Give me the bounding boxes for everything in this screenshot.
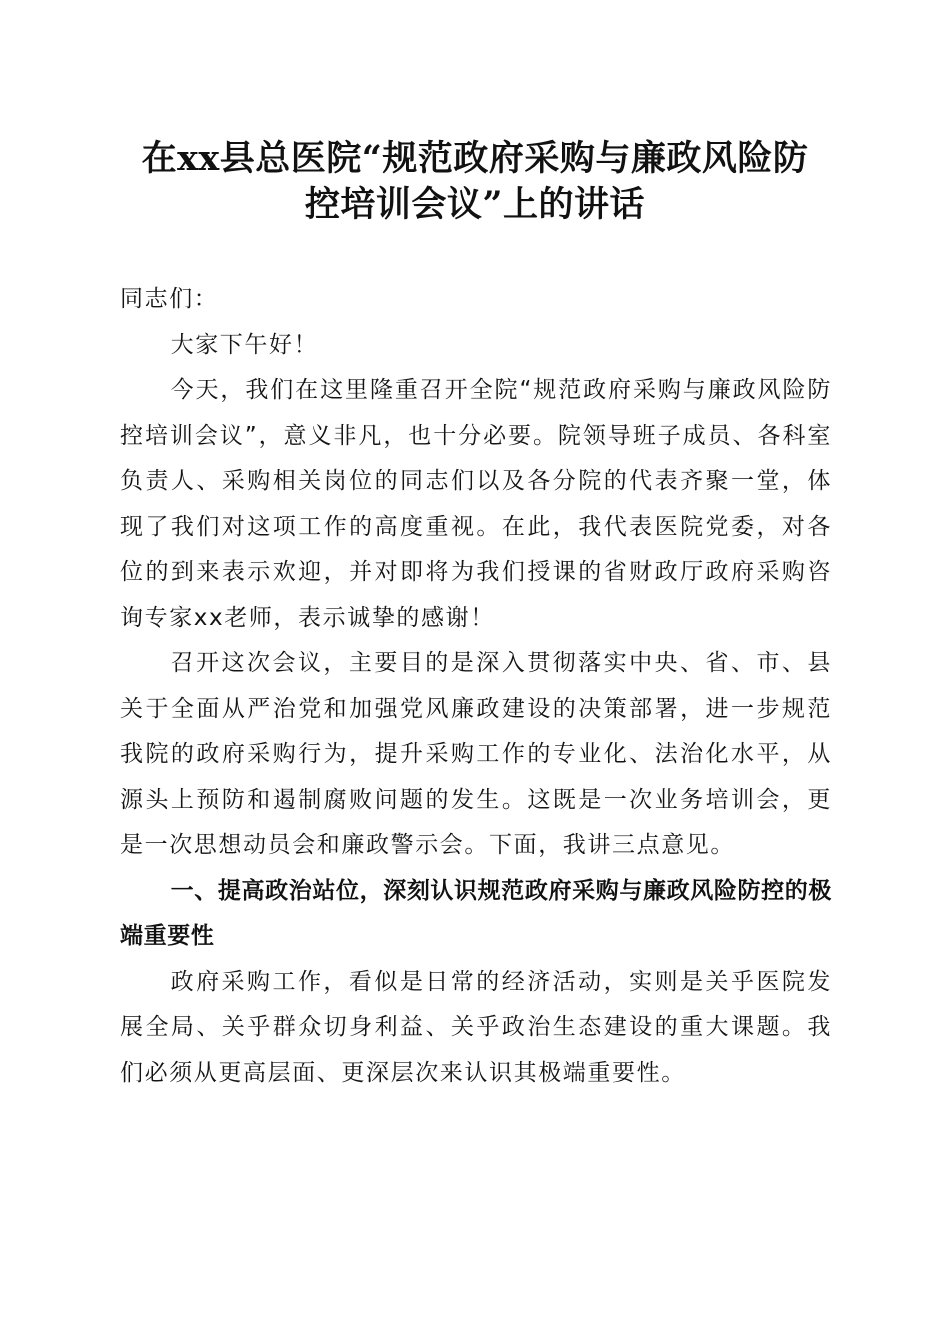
greeting: 大家下午好！: [170, 331, 319, 358]
body-paragraph-1: 今天，我们在这里隆重召开全院“规范政府采购与廉政风险防控培训会议”，意义非凡，也十分必要。院领导班子成员、各科室负责人、采购相关岗位的同志们以及各分院的代表齐聚一堂，体现了我们对这项工作的高度重视。在此，我代表医院党委，对各位的到来表示欢迎，并对即将为我们授课的省财政厅政府采购咨询专家xx老师，表示诚挚的感谢！: [120, 377, 832, 631]
document-title: [100, 136, 850, 228]
section-paragraph: 政府采购工作，看似是日常的经济活动，实则是关乎医院发展全局、关乎群众切身利益、关乎政治生态建设的重大课题。我们必须从更高层面、更深层次来认识其极端重要性。: [120, 968, 832, 1086]
document-body: [120, 277, 832, 1096]
body-paragraph-2: 召开这次会议，主要目的是深入贯彻落实中央、省、市、县关于全面从严治党和加强党风廉政建设的决策部署，进一步规范我院的政府采购行为，提升采购工作的专业化、法治化水平，从源头上预防和遏制腐败问题的发生。这既是一次业务培训会，更是一次思想动员会和廉政警示会。下面，我讲三点意见。: [120, 650, 832, 858]
salutation: 同志们：: [120, 286, 219, 312]
section-heading: 一、提高政治站位，深刻认识规范政府采购与廉政风险防控的极端重要性: [120, 877, 832, 949]
title-line-2: 控培训会议”上的讲话: [304, 184, 646, 225]
title-line-1: 在xx县总医院“规范政府采购与廉政风险防: [141, 138, 809, 179]
